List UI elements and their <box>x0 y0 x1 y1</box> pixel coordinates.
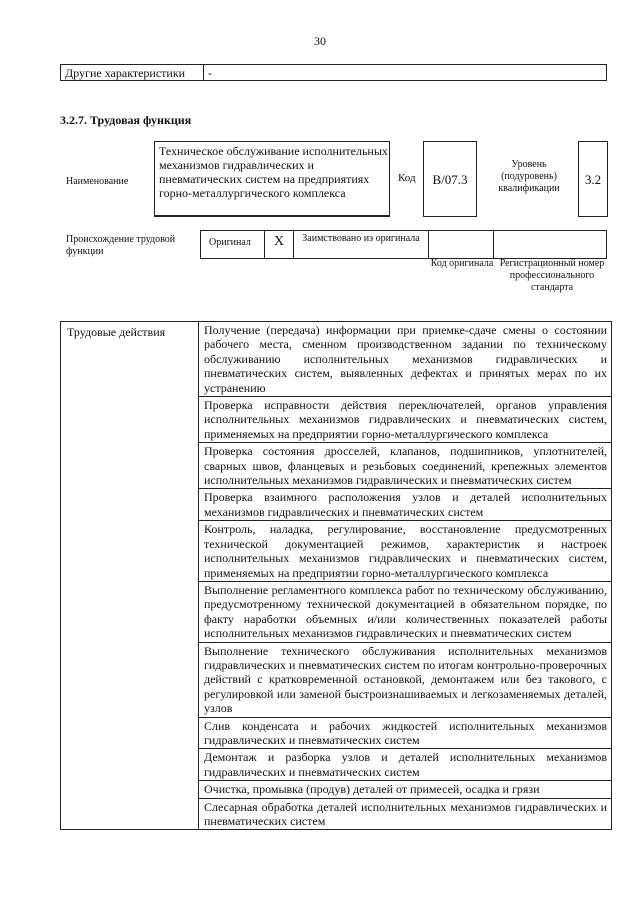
work-action-item: Слесарная обработка деталей исполнительных механизмов гидравлических и пневматических систем <box>204 799 607 828</box>
work-action-item: Выполнение технического обслуживания исполнительных механизмов гидравлических и пневматических систем по итогам контрольно-проверочных действий с кратковременной остановкой, демонтажем или без такового, с регулировкой или заменой быстроизнашиваемых и легкозаменяемых деталей, узлов <box>199 643 611 718</box>
work-action-item: Демонтаж и разборка узлов и деталей исполнительных механизмов гидравлических и пневматических систем <box>199 749 611 781</box>
original-code-caption: Код оригинала <box>430 258 494 269</box>
function-code: B/07.3 <box>423 141 477 217</box>
work-actions-table <box>60 321 612 830</box>
work-action-item: Контроль, наладка, регулирование, восстановление предусмотренных технической документацией режимов, характеристик и настроек исполнительных механизмов гидравлических и пневматических систем, применяемых на предприятии горно-металлургического комплекса <box>199 521 611 582</box>
page-number: 30 <box>314 34 326 48</box>
origin-label: Происхождение трудовой функции <box>66 234 176 257</box>
work-action-item: Очистка, промывка (продув) деталей от примесей, осадка и грязи <box>199 781 611 798</box>
qualification-level-label: Уровень (подуровень) квалификации <box>498 159 560 194</box>
other-characteristics-table <box>60 64 607 81</box>
registration-number-caption: Регистрационный номер профессионального стандарта <box>499 258 605 293</box>
function-name: Техническое обслуживание исполнительных механизмов гидравлических и пневматических систем на предприятиях горно-металлургического комплекса <box>154 141 390 217</box>
work-actions-list <box>199 322 612 830</box>
section-title: 3.2.7. Трудовая функция <box>60 113 192 127</box>
work-action-item: Получение (передача) информации при приемке-сдаче смены о состоянии рабочего места, сменном производственном задании по техническому обслуживанию исполнительных механизмов гидравлических и пневматических систем, выявленных дефектах и принятых мерах по их устранению <box>199 322 611 397</box>
other-characteristics-label: Другие характеристики <box>61 65 204 81</box>
work-action-item: Проверка состояния дросселей, клапанов, подшипников, уплотнителей, сварных швов, фланцевых и резьбовых соединений, крепежных элементов исполнительных механизмов гидравлических и пневматических систем <box>199 443 611 489</box>
work-action-item: Слив конденсата и рабочих жидкостей исполнительных механизмов гидравлических и пневматических систем <box>199 718 611 750</box>
borrowed-label: Заимствовано из оригинала <box>294 231 429 259</box>
origin-table <box>200 230 607 259</box>
work-action-item: Проверка взаимного расположения узлов и деталей исполнительных механизмов гидравлических и пневматических систем <box>199 489 611 521</box>
qualification-level: 3.2 <box>578 141 608 217</box>
work-action-item: Проверка исправности действия переключателей, органов управления исполнительных механизмов гидравлических и пневматических систем, применяемых на предприятии горно-металлургического комплекса <box>199 397 611 443</box>
original-label: Оригинал <box>201 231 265 259</box>
original-code-cell <box>429 231 494 259</box>
original-mark: X <box>265 231 294 259</box>
other-characteristics-value: - <box>204 65 607 81</box>
work-action-item: Выполнение регламентного комплекса работ по техническому обслуживанию, предусмотренному технической документацией в обязательном порядке, по факту наработки объемных и/или количественных показателей работы исполнительных механизмов гидравлических и пневматических систем <box>199 582 611 643</box>
work-actions-label: Трудовые действия <box>61 322 199 830</box>
registration-number-cell <box>494 231 607 259</box>
function-name-label: Наименование <box>66 176 129 187</box>
function-code-label: Код <box>398 172 416 184</box>
